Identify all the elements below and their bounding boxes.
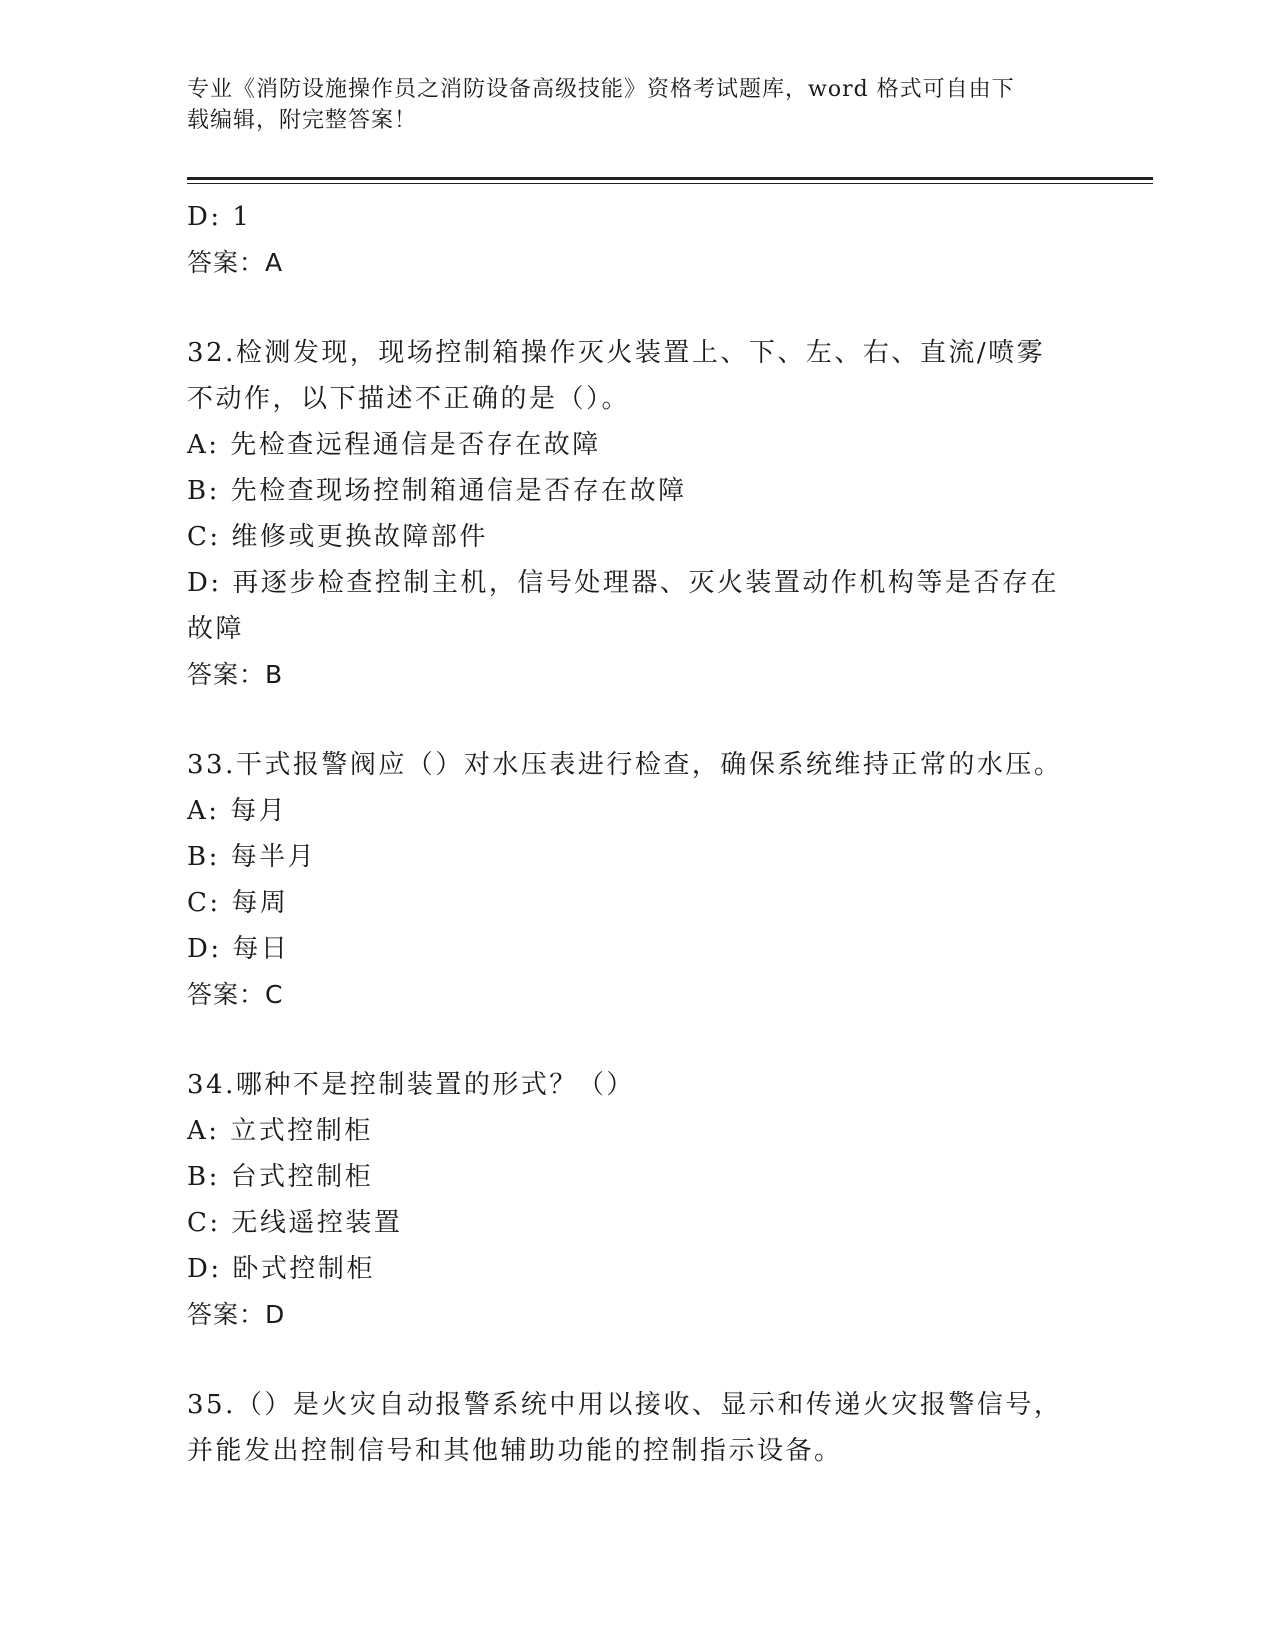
option-d-continued: 故障	[187, 614, 245, 644]
answer-line: 答案：B	[187, 660, 284, 689]
page-header	[187, 74, 1067, 136]
option-d: D: 再逐步检查控制主机，信号处理器、灭火装置动作机构等是否存在	[187, 568, 1059, 598]
option-d: D: 卧式控制柜	[187, 1254, 375, 1284]
option-b: B: 台式控制柜	[187, 1162, 374, 1192]
option-c: C: 无线遥控装置	[187, 1208, 403, 1238]
option-b: B: 先检查现场控制箱通信是否存在故障	[187, 476, 687, 506]
header-divider	[187, 177, 1153, 180]
question-text: 35.（）是火灾自动报警系统中用以接收、显示和传递火灾报警信号，	[187, 1390, 1063, 1420]
question-32	[187, 330, 1087, 698]
answer-line: 答案：D	[187, 1300, 286, 1329]
header-line: 载编辑，附完整答案！	[187, 108, 418, 133]
option-c: C: 每周	[187, 888, 289, 918]
option-a: A: 立式控制柜	[187, 1116, 373, 1146]
option-a: A: 每月	[187, 796, 288, 826]
header-divider-thin	[187, 183, 1153, 184]
option-b: B: 每半月	[187, 842, 317, 872]
previous-question-tail	[187, 194, 1087, 286]
question-text: 34.哪种不是控制装置的形式？（）	[187, 1070, 635, 1100]
header-line: 专业《消防设施操作员之消防设备高级技能》资格考试题库，word 格式可自由下	[187, 77, 1015, 102]
question-text: 33.干式报警阀应（）对水压表进行检查，确保系统维持正常的水压。	[187, 750, 1063, 780]
question-list	[187, 194, 1087, 1474]
option-a: A: 先检查远程通信是否存在故障	[187, 430, 601, 460]
answer-line: 答案：C	[187, 980, 284, 1009]
question-text: 并能发出控制信号和其他辅助功能的控制指示设备。	[187, 1436, 843, 1466]
option-d: D: 1	[187, 202, 252, 232]
question-text: 32.检测发现，现场控制箱操作灭火装置上、下、左、右、直流/喷雾	[187, 338, 1046, 368]
question-34	[187, 1062, 1087, 1338]
option-d: D: 每日	[187, 934, 290, 964]
option-c: C: 维修或更换故障部件	[187, 522, 488, 552]
question-text: 不动作，以下描述不正确的是（）。	[187, 384, 631, 414]
answer-line: 答案：A	[187, 248, 284, 277]
question-33	[187, 742, 1087, 1018]
question-35	[187, 1382, 1087, 1474]
